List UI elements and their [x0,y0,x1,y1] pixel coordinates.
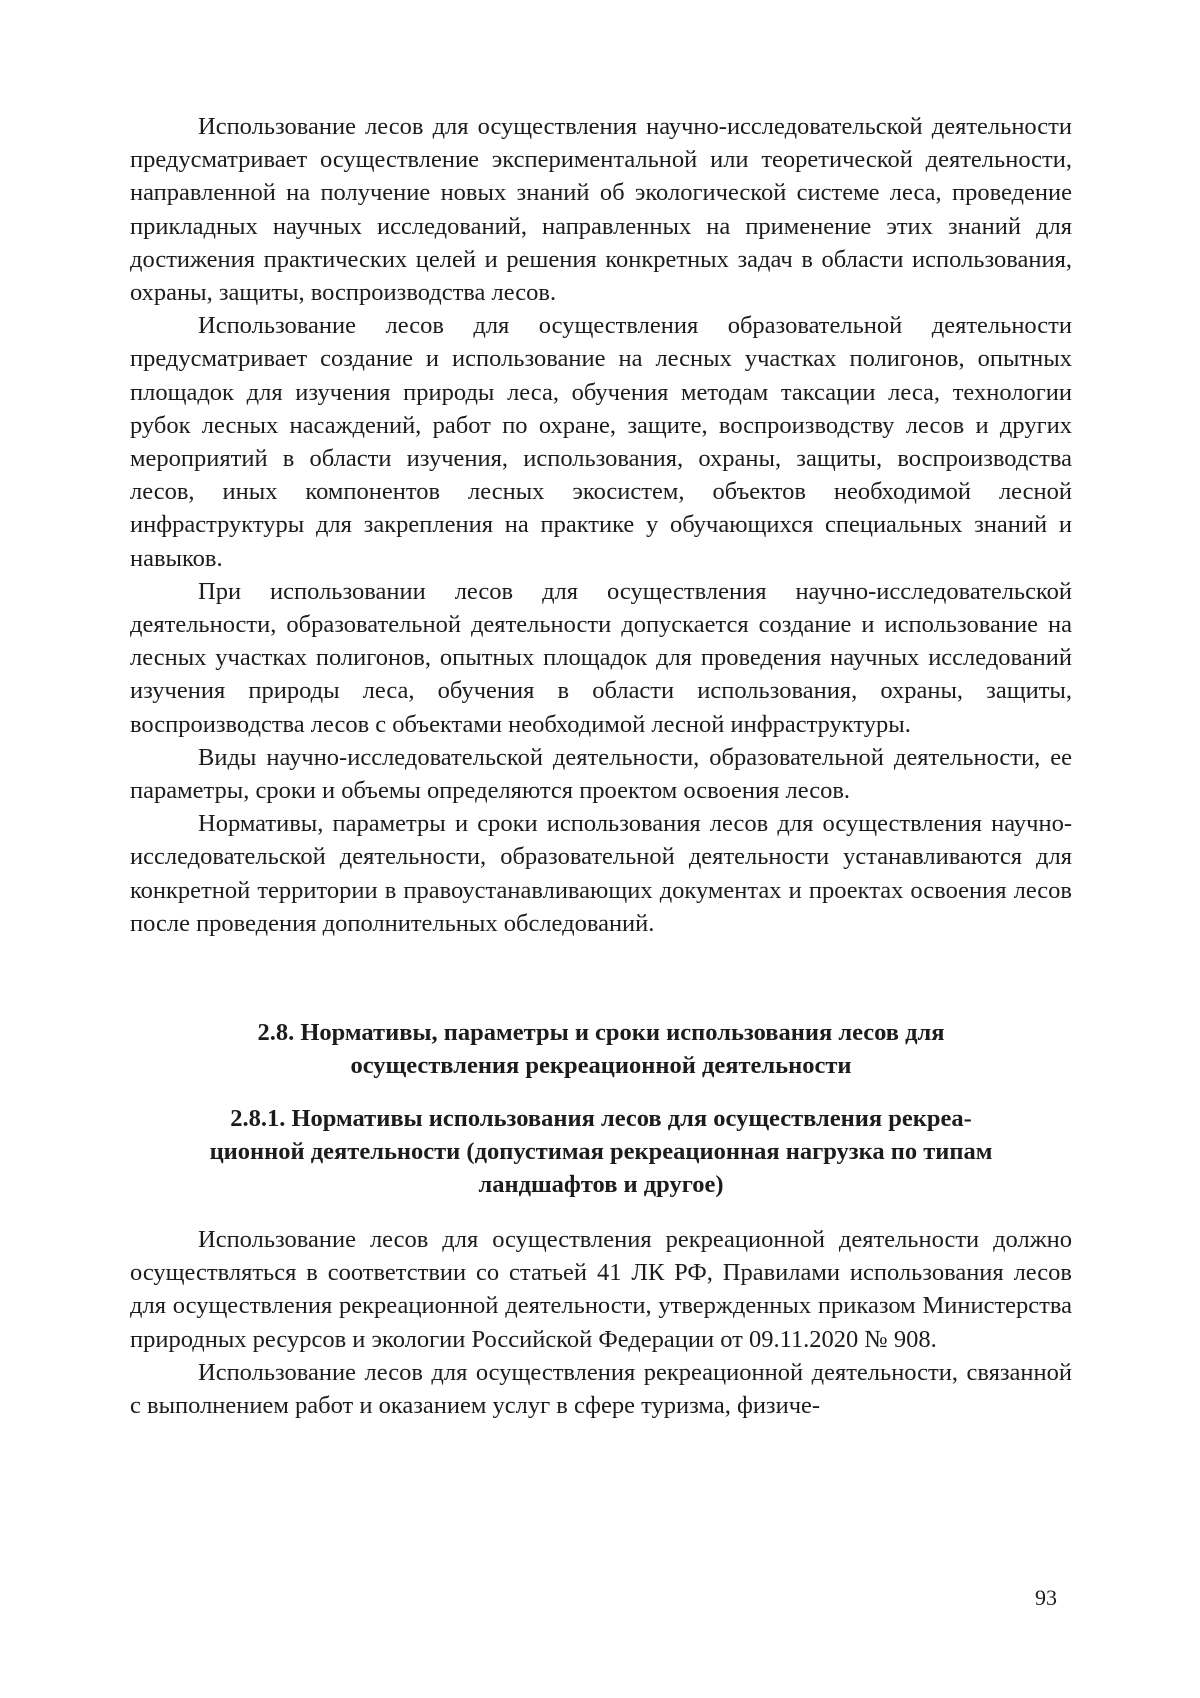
paragraph: При использовании лесов для осуществления научно-исследовательской деятельности, образовательной деятельности допускается создание и использование на лесных участках полигонов, опытных площадок для проведения научных исследований изучения природы леса, обучения в области использования, охраны, защиты, воспроизводства лесов с объектами необходимой лесной инфраструктуры. [130,577,1072,738]
subsection-heading-line: ландшафтов и другое) [478,1171,724,1198]
paragraph: Нормативы, параметры и сроки использования лесов для осуществления научно-исследовательской деятельности, образовательной деятельности устанавливаются для конкретной территории в правоустанавливающих документах и проектах освоения лесов после проведения дополнительных обследований. [130,810,1072,937]
page-number: 93 [1035,1585,1057,1610]
paragraph: Использование лесов для осуществления рекреационной деятельности, связанной с выполнением работ и оказанием услуг в сфере туризма, физиче- [130,1358,1072,1420]
section-heading [130,1016,1072,1082]
section-heading-line: 2.8. Нормативы, параметры и сроки использования лесов для [257,1019,945,1046]
section-heading-line: осуществления рекреационной деятельности [350,1052,852,1079]
subsection-heading [130,1102,1072,1201]
paragraph: Использование лесов для осуществления образовательной деятельности предусматривает создание и использование на лесных участках полигонов, опытных площадок для изучения природы леса, обучения методам таксации леса, технологии рубок лесных насаждений, работ по охране, защите, воспроизводству лесов и других мероприятий в области изучения, использования, охраны, защиты, воспроизводства лесов, иных компонентов лесных экосистем, объектов необходимой лесной инфраструктуры для закрепления на практике у обучающихся специальных знаний и навыков. [130,312,1072,572]
paragraph: Использование лесов для осуществления научно-исследовательской деятельности предусматривает осуществление экспериментальной или теоретической деятельности, направленной на получение новых знаний об экологической системе леса, проведение прикладных научных исследований, направленных на применение этих знаний для достижения практических целей и решения конкретных задач в области использования, охраны, защиты, воспроизводства лесов. [130,113,1072,307]
paragraph: Использование лесов для осуществления рекреационной деятельности должно осуществляться в соответствии со статьей 41 ЛК РФ, Правилами использования лесов для осуществления рекреационной деятельности, утвержденных приказом Министерства природных ресурсов и экологии Российской Федерации от 09.11.2020 № 908. [130,1226,1072,1353]
body-text-top [130,110,1072,940]
paragraph: Виды научно-исследовательской деятельности, образовательной деятельности, ее параметры, сроки и объемы определяются проектом освоения лесов. [130,743,1072,805]
subsection-heading-line: 2.8.1. Нормативы использования лесов для осуществления рекреа- [230,1105,972,1132]
subsection-heading-line: ционной деятельности (допустимая рекреационная нагрузка по типам [209,1138,993,1165]
body-text-bottom [130,1223,1072,1422]
